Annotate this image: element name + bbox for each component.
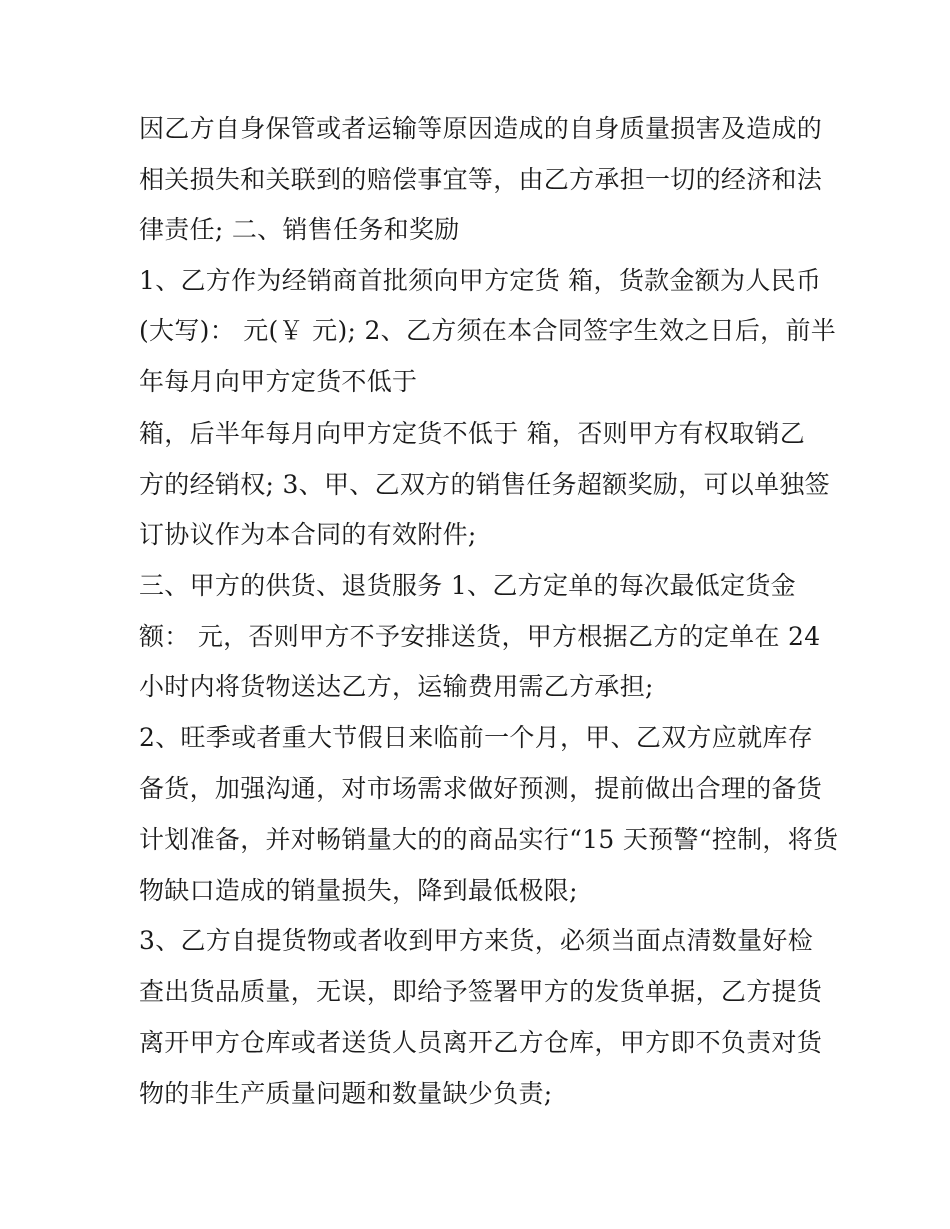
text-line: (大写)： 元(￥ 元); 2、乙方须在本合同签字生效之日后，前半: [139, 316, 837, 345]
text-line: 离开甲方仓库或者送货人员离开乙方仓库，甲方即不负责对货: [139, 1028, 823, 1057]
text-line: 额： 元，否则甲方不予安排送货，甲方根据乙方的定单在 24: [139, 622, 821, 651]
text-line: 2、旺季或者重大节假日来临前一个月，甲、乙双方应就库存: [139, 723, 814, 752]
text-line: 查出货品质量，无误，即给予签署甲方的发货单据，乙方提货: [139, 977, 823, 1006]
text-line: 方的经销权; 3、甲、乙双方的销售任务超额奖励，可以单独签: [139, 470, 830, 499]
text-line: 箱，后半年每月向甲方定货不低于 箱，否则甲方有权取销乙: [139, 419, 806, 448]
text-line: 因乙方自身保管或者运输等原因造成的自身质量损害及造成的: [139, 114, 823, 143]
text-line: 年每月向甲方定货不低于: [139, 367, 418, 396]
text-line: 相关损失和关联到的赔偿事宜等，由乙方承担一切的经济和法: [139, 165, 823, 194]
text-line: 1、乙方作为经销商首批须向甲方定货 箱，货款金额为人民币: [139, 266, 822, 295]
text-line: 三、甲方的供货、退货服务 1、乙方定单的每次最低定货金: [139, 571, 796, 600]
text-line: 3、乙方自提货物或者收到甲方来货，必须当面点清数量好检: [139, 926, 814, 955]
text-line: 物的非生产质量问题和数量缺少负责;: [139, 1079, 553, 1108]
text-line: 订协议作为本合同的有效附件;: [139, 520, 477, 549]
text-line: 物缺口造成的销量损失，降到最低极限;: [139, 876, 578, 905]
text-line: 小时内将货物送达乙方，运输费用需乙方承担;: [139, 672, 654, 701]
text-line: 备货，加强沟通，对市场需求做好预测，提前做出合理的备货: [139, 774, 823, 803]
text-line: 计划准备，并对畅销量大的的商品实行“15 天预警“控制，将货: [139, 825, 839, 854]
text-line: 律责任; 二、销售任务和奖励: [139, 215, 460, 244]
